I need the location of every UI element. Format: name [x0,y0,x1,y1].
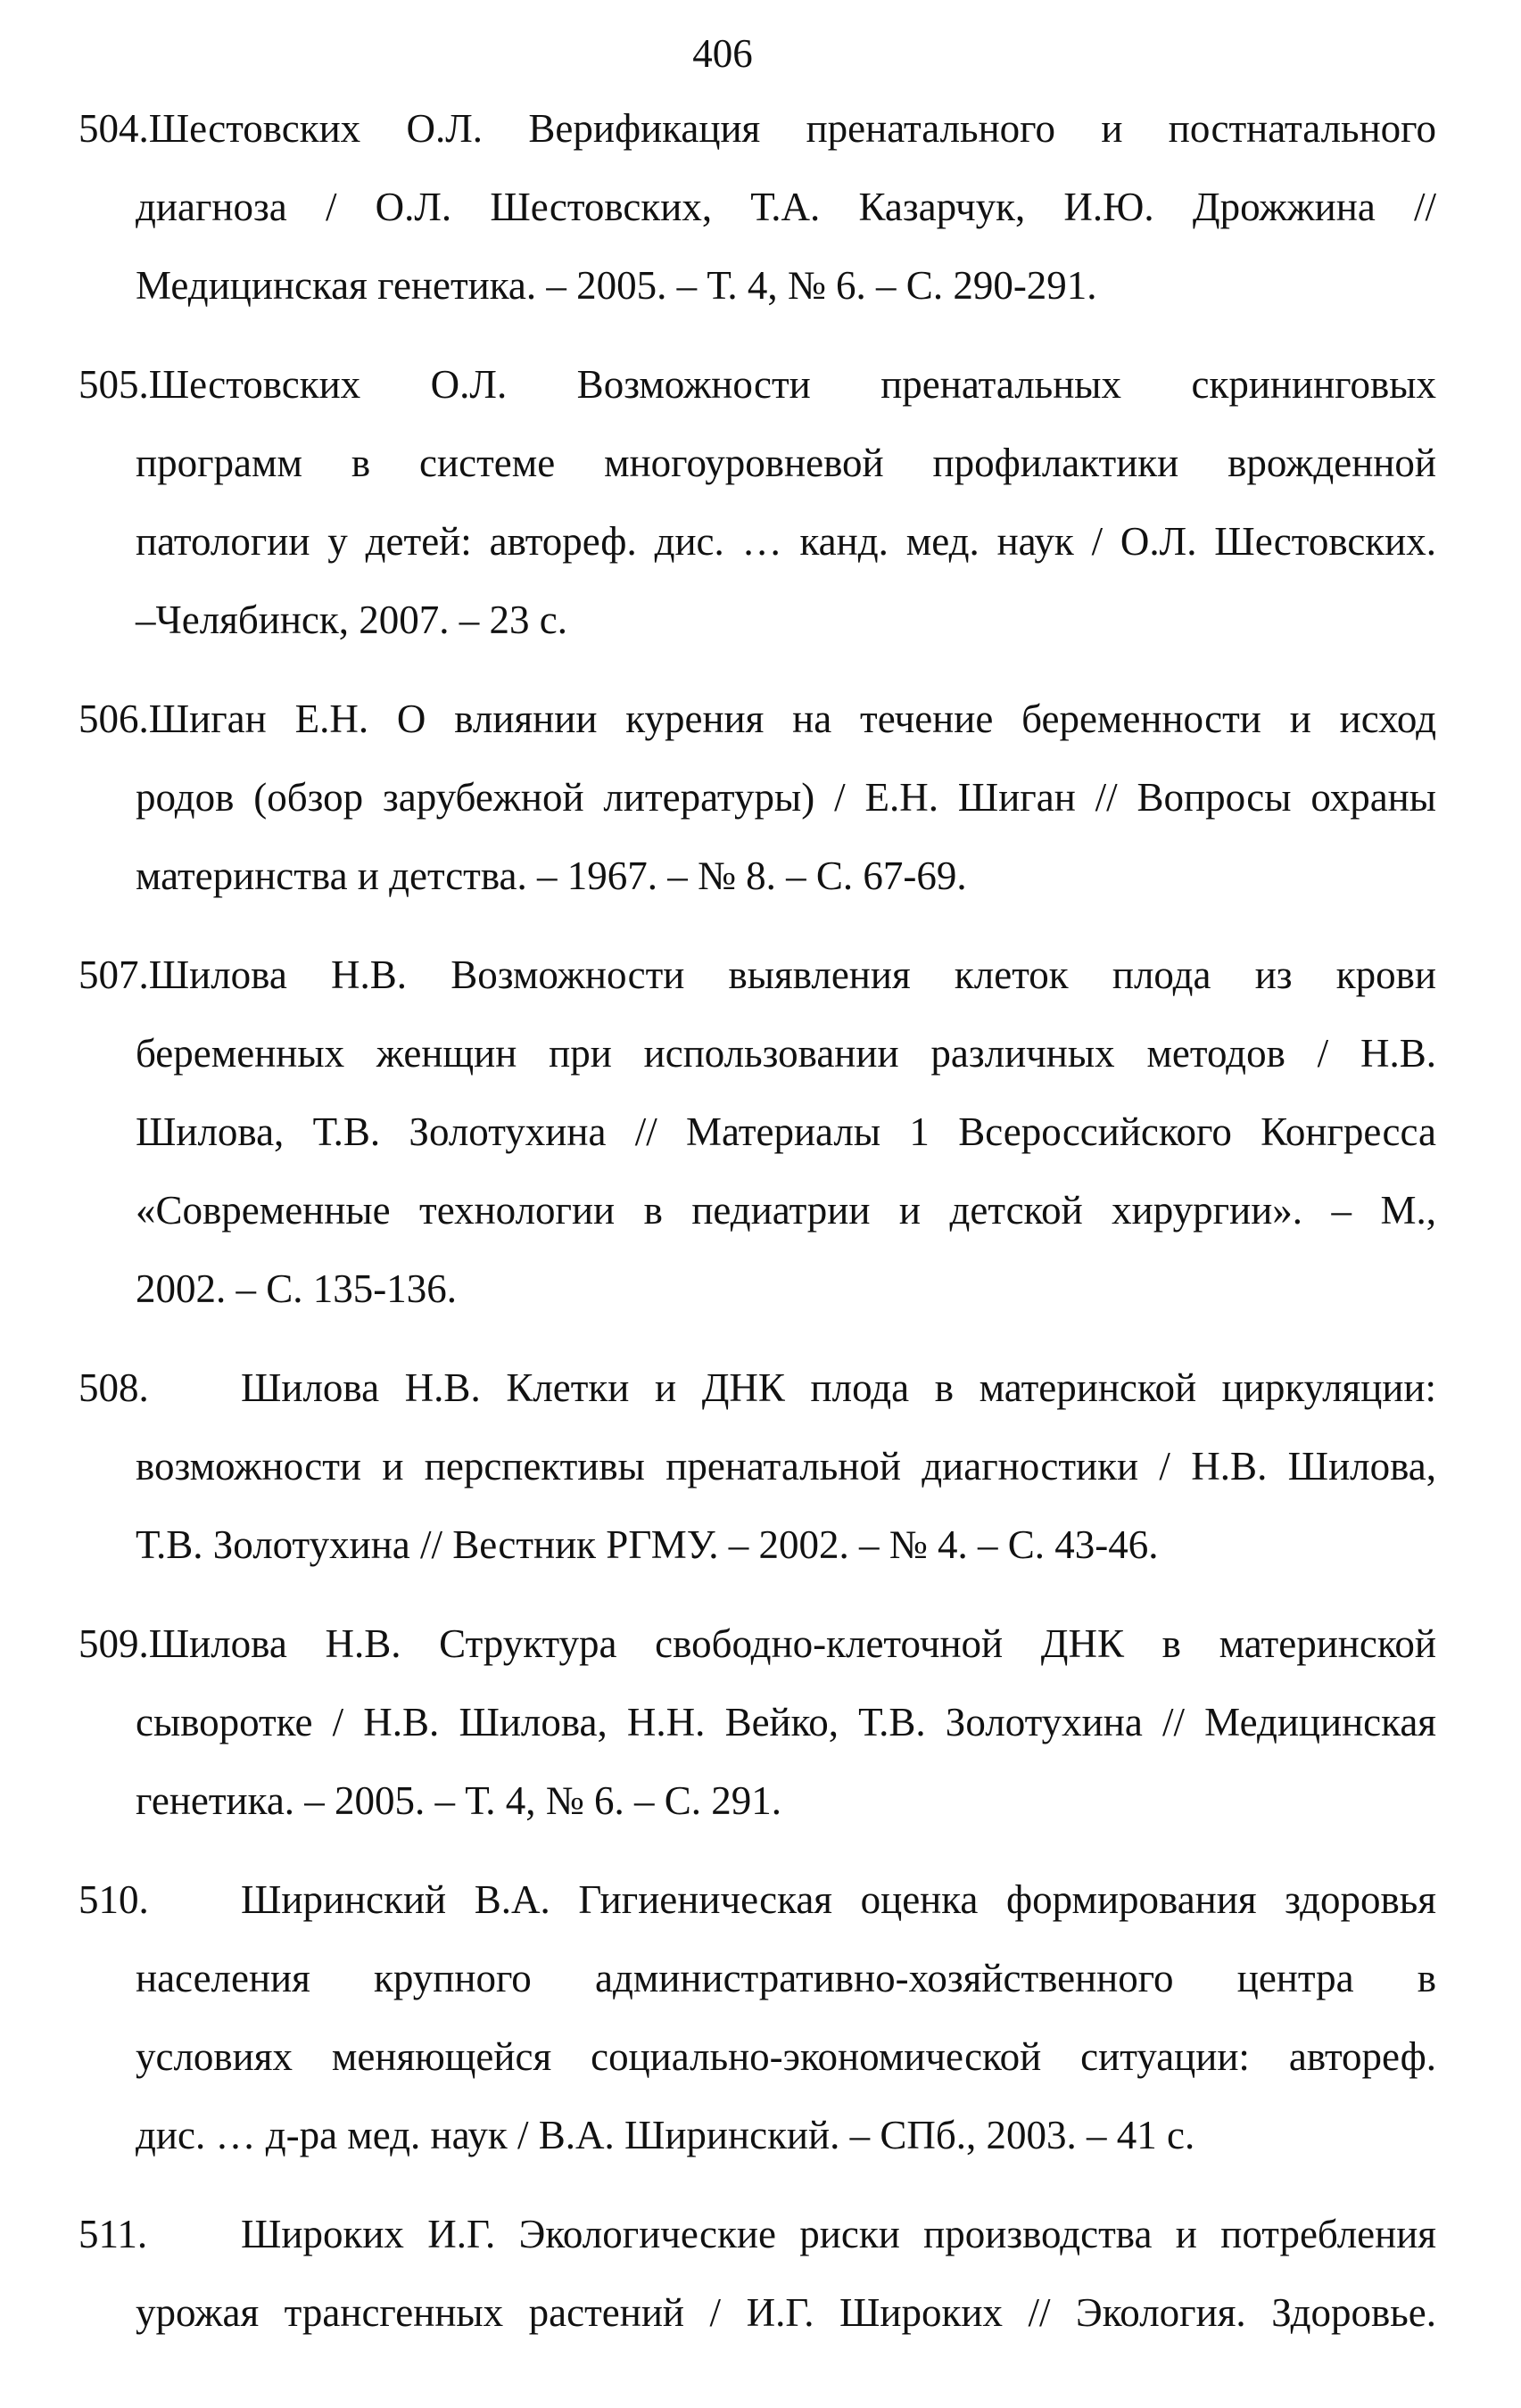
reference-first-line [79,680,1436,758]
reference-list [79,89,1436,2372]
reference-number: 509. [79,1621,149,1666]
reference-number: 507. [79,952,149,997]
reference-item [79,680,1436,915]
reference-first-line [79,1860,1436,1939]
reference-text: Широких И.Г. Экологические риски производства и потребления [241,2212,1436,2256]
reference-line: материнства и детства. – 1967. – № 8. – С. 67-69. [136,854,967,898]
reference-first-line [79,89,1436,168]
reference-line: сыворотке / Н.В. Шилова, Н.Н. Вейко, Т.В. Золотухина // Медицинская [136,1700,1436,1744]
reference-line: дис. … д-ра мед. наук / В.А. Ширинский. – СПб., 2003. – 41 с. [136,2113,1195,2157]
reference-item [79,345,1436,659]
reference-line: беременных женщин при использовании различных методов / Н.В. [136,1031,1436,1076]
reference-first-line [79,2195,1436,2273]
reference-text: Шилова Н.В. Структура свободно-клеточной ДНК в материнской [148,1621,1436,1666]
reference-first-line [79,1348,1436,1427]
reference-first-line [79,1604,1436,1683]
reference-line: урожая трансгенных растений / И.Г. Широких // Экология. Здоровье. [136,2290,1436,2335]
reference-first-line [79,936,1436,1014]
reference-number: 506. [79,697,149,741]
reference-line: Шилова, Т.В. Золотухина // Материалы 1 Всероссийского Конгресса [136,1109,1436,1154]
reference-item [79,2195,1436,2352]
reference-line: возможности и перспективы пренатальной диагностики / Н.В. Шилова, [136,1444,1436,1489]
reference-text: Шилова Н.В. Возможности выявления клеток плода из крови [148,952,1436,997]
reference-line: Т.В. Золотухина // Вестник РГМУ. – 2002. – № 4. – С. 43-46. [136,1522,1159,1567]
reference-item [79,1860,1436,2174]
reference-line: –Челябинск, 2007. – 23 с. [136,598,567,642]
reference-line: условиях меняющейся социально-экономической ситуации: автореф. [136,2034,1436,2079]
reference-first-line [79,345,1436,424]
reference-item [79,1604,1436,1840]
reference-text: Шестовских О.Л. Верификация пренатального и постнатального [148,106,1436,151]
reference-item [79,89,1436,325]
reference-item [79,1348,1436,1584]
reference-number: 510. [79,1877,149,1922]
reference-line: программ в системе многоуровневой профилактики врожденной [136,441,1436,485]
reference-line: Медицинская генетика. – 2005. – Т. 4, № 6. – С. 290-291. [136,263,1097,308]
reference-line: «Современные технологии в педиатрии и детской хирургии». – М., [136,1188,1436,1233]
reference-line: генетика. – 2005. – Т. 4, № 6. – С. 291. [136,1778,781,1823]
reference-item [79,936,1436,1328]
reference-number: 504. [79,106,149,151]
reference-line: населения крупного административно-хозяйственного центра в [136,1956,1436,2000]
reference-text: Шестовских О.Л. Возможности пренатальных скрининговых [148,362,1436,407]
reference-text: Ширинский В.А. Гигиеническая оценка формирования здоровья [241,1877,1436,1922]
reference-line: диагноза / О.Л. Шестовских, Т.А. Казарчук, И.Ю. Дрожжина // [136,185,1436,229]
reference-text: Шиган Е.Н. О влиянии курения на течение беременности и исход [148,697,1436,741]
reference-number: 505. [79,362,149,407]
reference-number: 508. [79,1365,149,1410]
reference-text: Шилова Н.В. Клетки и ДНК плода в материнской циркуляции: [241,1365,1436,1410]
reference-number: 511. [79,2212,148,2256]
page-number: 406 [692,31,753,76]
reference-line: патологии у детей: автореф. дис. … канд. мед. наук / О.Л. Шестовских. [136,519,1436,564]
reference-line: родов (обзор зарубежной литературы) / Е.Н. Шиган // Вопросы охраны [136,775,1436,820]
reference-line: 2002. – С. 135-136. [136,1266,457,1311]
